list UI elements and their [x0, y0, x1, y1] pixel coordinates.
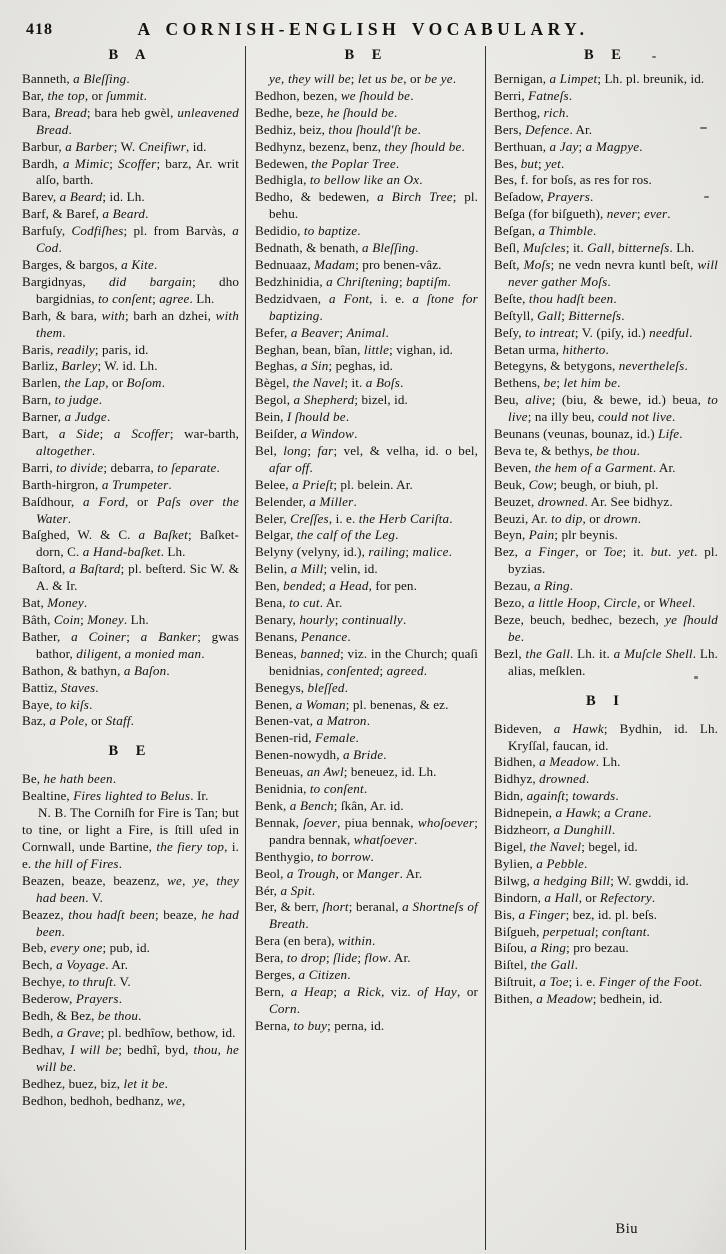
dictionary-entry: Benegys, bleſſed. [255, 679, 348, 695]
dictionary-entry: Baſtord, a Baſtard; pl. beſterd. Sic W. & A. & Ir. [22, 561, 240, 594]
dictionary-entry: Benen-nowydh, a Bride. [255, 747, 387, 763]
dictionary-entry: Belee, a Prieſt; pl. belein. Ar. [255, 476, 413, 492]
dictionary-entry: Bidhen, a Meadow. Lh. [494, 754, 621, 770]
dictionary-entry: Benans, Penance. [255, 628, 351, 644]
dictionary-entry: Bat, Money. [22, 595, 88, 611]
dictionary-entry: Bera (en bera), within. [255, 933, 376, 949]
dictionary-entry: Bedhon, bezen, we ſhould be. [255, 87, 414, 103]
dictionary-entry: Bednath, & benath, a Bleſſing. [255, 240, 419, 256]
dictionary-entry: Barges, & bargos, a Kite. [22, 256, 158, 272]
dictionary-entry: Bedhe, beze, he ſhould be. [255, 104, 398, 120]
dictionary-entry: Belyny (velyny, id.), railing; malice. [255, 544, 453, 560]
column-header: B E [584, 47, 628, 63]
dictionary-entry: Bathon, & bathyn, a Baſon. [22, 662, 170, 678]
dictionary-entry: Benary, hourly; continually. [255, 612, 407, 627]
dictionary-entry: Bein, I ſhould be. [255, 409, 350, 425]
dictionary-entry: Beol, a Trough, or Manger. Ar. [255, 865, 423, 881]
dictionary-entry: Beſl, Muſcles; it. Gall, bitterneſs. Lh. [494, 240, 695, 256]
dictionary-entry: Bidn, againſt; towards. [494, 788, 619, 804]
page-title: A CORNISH-ENGLISH VOCABULARY. [137, 19, 589, 39]
dictionary-entry: Berthog, rich. [494, 104, 569, 120]
dictionary-entry: Betan urma, hitherto. [494, 341, 609, 357]
dictionary-entry: Beneas, banned; viz. in the Church; quaſi benidnias, conſented; agreed. [255, 645, 478, 678]
dictionary-entry: Bidhyz, drowned. [494, 771, 590, 787]
dictionary-entry: Baz, a Pole, or Staff. [22, 713, 135, 729]
dictionary-entry: Bart, a Side; a Scoffer; war-barth, altogether. [22, 426, 239, 458]
dictionary-entry: Beſtyll, Gall; Bitterneſs. [494, 307, 625, 323]
dictionary-entry: Belgar, the calf of the Leg. [255, 527, 399, 543]
dictionary-entry: Beb, every one; pub, id. [22, 940, 151, 956]
section-header: B E [108, 743, 153, 760]
dictionary-entry: Bern, a Heap; a Rick, viz. of Hay, or Corn. [255, 983, 478, 1016]
dictionary-entry: Ber, & berr, ſhort; beranal, a Shortneſs of Breath. [255, 899, 478, 932]
dictionary-entry: Biſgueh, perpetual; conſtant. [494, 923, 650, 939]
dictionary-entry: Beiſder, a Window. [255, 426, 358, 442]
dictionary-entry: Bedho, & bedewen, a Birch Tree; pl. behu. [255, 189, 478, 222]
dictionary-entry: Bègel, the Navel; it. a Boſs. [255, 375, 404, 391]
dictionary-entry: Barf, & Baref, a Beard. [22, 206, 149, 222]
dictionary-entry: Beler, Creſſes, i. e. the Herb Cariſta. [255, 510, 453, 526]
column-1 [8, 46, 245, 1250]
dictionary-entry: Beſy, to intreat; V. (piſy, id.) needful. [494, 324, 693, 340]
dictionary-entry: Barh, & bara, with; barh an dzhei, with them. [22, 307, 240, 340]
dictionary-entry: Bes, but; yet. [494, 155, 565, 171]
dictionary-entry: Beſt, Moſs; ne vedn nevra kuntl beſt, will never gather Moſs. [494, 256, 718, 289]
dictionary-entry: Banneth, a Bleſſing. [22, 71, 130, 86]
dictionary-entry: Bera, to drop; ſlide; flow. Ar. [255, 950, 411, 966]
dictionary-entry: Bechye, to thruſt. V. [22, 974, 131, 990]
scan-speck [694, 676, 698, 679]
scan-speck [704, 196, 709, 198]
dictionary-entry: Barev, a Beard; id. Lh. [22, 189, 145, 205]
dictionary-entry: Barth-hirgron, a Trumpeter. [22, 476, 172, 492]
dictionary-entry: Beu, alive; (biu, & bewe, id.) beua, to live; na illy beu, could not live. [494, 392, 719, 425]
dictionary-entry: Bethens, be; let him be. [494, 375, 621, 391]
dictionary-entry: Barliz, Barley; W. id. Lh. [22, 358, 158, 374]
dictionary-entry: Beuzi, Ar. to dip, or drown. [494, 510, 642, 526]
dictionary-entry: Beuzet, drowned. Ar. See bidhyz. [494, 493, 673, 509]
dictionary-entry: Beze, beuch, bedhec, bezech, ye ſhould be. [494, 612, 719, 644]
dictionary-entry: Benen-rid, Female. [255, 730, 359, 746]
dictionary-entry: Bather, a Coiner; a Banker; gwas bathor, diligent, a monied man. [22, 628, 239, 661]
dictionary-entry: Bezo, a little Hoop, Circle, or Wheel. [494, 595, 696, 611]
dictionary-entry: Bech, a Voyage. Ar. [22, 957, 128, 973]
scan-speck [652, 56, 656, 58]
dictionary-entry: Barner, a Judge. [22, 409, 111, 425]
dictionary-entry: Bednuaaz, Madam; pro benen-vâz. [255, 256, 442, 272]
dictionary-entry: Bér, a Spit. [255, 882, 316, 898]
dictionary-entry: Baris, readily; paris, id. [22, 341, 149, 357]
dictionary-entry: Berthuan, a Jay; a Magpye. [494, 138, 643, 154]
dictionary-entry: Bithen, a Meadow; bedhein, id. [494, 991, 663, 1007]
dictionary-entry: Bes, f. for boſs, as res for ros. [494, 172, 652, 188]
dictionary-entry: Bigel, the Navel; begel, id. [494, 838, 638, 854]
dictionary-entry: Betegyns, & betygons, nevertheleſs. [494, 358, 688, 374]
column-body [255, 71, 478, 1250]
dictionary-entry: Benk, a Bench; ſkân, Ar. id. [255, 797, 404, 813]
dictionary-entry: Beyn, Pain; plr beynis. [494, 527, 618, 543]
column-header: B A [108, 47, 153, 63]
column-2 [245, 46, 486, 1250]
scan-speck [700, 127, 707, 129]
dictionary-entry: Barbur, a Barber; W. Cneifiwr, id. [22, 138, 207, 154]
dictionary-entry: Berges, a Citizen. [255, 967, 351, 983]
dictionary-entry: Bindorn, a Hall, or Refectory. [494, 889, 656, 905]
dictionary-entry: Bâth, Coin; Money. Lh. [22, 612, 149, 627]
dictionary-entry: Baſghed, W. & C. a Baſket; Baſket-dorn, C. a Hand-baſket. Lh. [22, 527, 239, 560]
dictionary-entry: Bedzhinidia, a Chriſtening; baptiſm. [255, 273, 451, 289]
dictionary-entry: Bennak, ſoever, piua bennak, whoſoever; pandra bennak, whatſoever. [255, 814, 478, 847]
dictionary-entry: Baye, to kiſs. [22, 696, 93, 712]
page-number: 418 [26, 21, 53, 38]
dictionary-entry: Bezl, the Gall. Lh. it. a Muſcle Shell. Lh. alias, meſklen. [494, 645, 718, 678]
column-header: B E [344, 47, 389, 63]
dictionary-entry: Bis, a Finger; bez, id. pl. beſs. [494, 906, 658, 922]
dictionary-entry: Barfuſy, Codfiſhes; pl. from Barvàs, a Cod. [22, 223, 239, 256]
dictionary-entry: Benthygio, to borrow. [255, 848, 374, 864]
dictionary-entry: Bedhez, buez, biz, let it be. [22, 1075, 168, 1091]
dictionary-entry: Biſou, a Ring; pro bezau. [494, 940, 629, 956]
dictionary-entry: Beazen, beaze, beazenz, we, ye, they had been. V. [22, 872, 239, 905]
dictionary-entry: Bar, the top, or ſummit. [22, 87, 148, 103]
dictionary-entry: Bezau, a Ring. [494, 578, 574, 594]
dictionary-entry: Biſtruit, a Toe; i. e. Finger of the Foot. [494, 974, 703, 990]
dictionary-entry: Bealtine, Fires lighted to Belus. Ir. [22, 788, 209, 804]
dictionary-entry: Benidnia, to conſent. [255, 781, 368, 797]
dictionary-entry: Bernigan, a Limpet; Lh. pl. breunik, id. [494, 71, 705, 86]
section-header: B I [586, 692, 626, 709]
dictionary-entry: Bargidnyas, did bargain; dho bargidnias, to conſent; agree. Lh. [22, 273, 239, 306]
dictionary-entry: Bedh, a Grave; pl. bedhîow, bethow, id. [22, 1024, 236, 1040]
dictionary-entry: Bara, Bread; bara heb gwèl, unleavened Bread. [22, 104, 239, 137]
continuation-entry: ye, they will be; let us be, or be ye. [269, 71, 457, 86]
dictionary-entry: Belin, a Mill; velin, id. [255, 561, 378, 577]
dictionary-entry: Bedhynz, bezenz, benz, they ſhould be. [255, 138, 465, 154]
dictionary-entry: Bedzidvaen, a Font, i. e. a ſtone for baptizing. [255, 290, 478, 323]
dictionary-entry: Bez, a Finger, or Toe; it. but. yet. pl. byzias. [494, 544, 719, 577]
dictionary-entry: Bedhigla, to bellow like an Ox. [255, 172, 423, 188]
dictionary-entry: Beva te, & bethys, be thou. [494, 442, 640, 458]
dictionary-entry: Benen, a Woman; pl. benenas, & ez. [255, 696, 449, 712]
dictionary-entry: Bidnepein, a Hawk; a Crane. [494, 805, 652, 821]
running-head [0, 12, 726, 46]
dictionary-entry: Bardh, a Mimic; Scoffer; barz, Ar. writ alſo, barth. [22, 155, 239, 188]
dictionary-entry: Befer, a Beaver; Animal. [255, 324, 389, 340]
dictionary-entry: Ben, bended; a Head, for pen. [255, 578, 417, 594]
dictionary-entry: Beven, the hem of a Garment. Ar. [494, 459, 676, 475]
dictionary-entry: Bena, to cut. Ar. [255, 595, 343, 611]
dictionary-entry: Bers, Defence. Ar. [494, 121, 593, 137]
dictionary-entry: Bylien, a Pebble. [494, 855, 588, 871]
dictionary-entry: Beazez, thou hadſt been; beaze, he had been. [22, 906, 239, 939]
dictionary-entry: Bedhiz, beiz, thou ſhould'ſt be. [255, 121, 421, 137]
column-body [22, 71, 239, 1250]
dictionary-entry: Benen-vat, a Matron. [255, 713, 371, 729]
dictionary-entry: Beuk, Cow; beugh, or biuh, pl. [494, 476, 659, 492]
dictionary-entry: Bedhon, bedhoh, bedhanz, we, [22, 1092, 186, 1108]
dictionary-entry: Beſadow, Prayers. [494, 189, 594, 205]
dictionary-entry: Berna, to buy; perna, id. [255, 1017, 385, 1033]
dictionary-entry: Belender, a Miller. [255, 493, 357, 509]
dictionary-entry: Be, he hath been. [22, 771, 117, 787]
columns-wrap [8, 46, 722, 1250]
dictionary-entry: Bederow, Prayers. [22, 991, 123, 1007]
dictionary-entry: Barri, to divide; debarra, to ſeparate. [22, 459, 220, 475]
note-paragraph: N. B. The Corniſh for Fire is Tan; but to tine, or light a Fire, is ſtill uſed in Cornwall, unde Bartine, the fiery top, i. e. the hill of Fires. [22, 805, 239, 871]
dictionary-entry: Barlen, the Lap, or Boſom. [22, 375, 166, 391]
dictionary-entry: Bel, long; far; vel, & velha, id. o bel, afar off. [255, 442, 478, 475]
dictionary-entry: Beſga (for biſgueth), never; ever. [494, 206, 671, 222]
dictionary-entry: Beghan, bean, bîan, little; vighan, id. [255, 341, 453, 357]
column-3 [486, 46, 720, 1250]
dictionary-entry: Beſte, thou hadſt been. [494, 290, 617, 306]
dictionary-entry: Biſtel, the Gall. [494, 957, 578, 973]
dictionary-entry: Bidzheorr, a Dunghill. [494, 822, 616, 838]
dictionary-entry: Bedewen, the Poplar Tree. [255, 155, 400, 171]
dictionary-entry: Beghas, a Sin; peghas, id. [255, 358, 394, 374]
dictionary-entry: Bedhav, I will be; bedhî, byd, thou, he will be. [22, 1041, 239, 1074]
dictionary-entry: Berri, Fatneſs. [494, 87, 573, 103]
dictionary-entry: Beunans (veunas, bounaz, id.) Life. [494, 426, 683, 442]
catchword: Biu [615, 1221, 638, 1237]
dictionary-entry: Bedidio, to baptize. [255, 223, 361, 239]
dictionary-entry: Begol, a Shepherd; bizel, id. [255, 392, 408, 408]
dictionary-entry: Baſdhour, a Ford, or Paſs over the Water. [22, 493, 240, 526]
dictionary-entry: Beneuas, an Awl; beneuez, id. Lh. [255, 764, 437, 780]
dictionary-entry: Battiz, Staves. [22, 679, 99, 695]
dictionary-entry: Beſgan, a Thimble. [494, 223, 597, 239]
column-body [494, 71, 718, 1250]
dictionary-entry: Barn, to judge. [22, 392, 103, 408]
dictionary-entry: Bilwg, a hedging Bill; W. gwddi, id. [494, 872, 689, 888]
dictionary-entry: Bedh, & Bez, be thou. [22, 1008, 142, 1024]
dictionary-entry: Bideven, a Hawk; Bydhin, id. Lh. Kryſſal, faucan, id. [494, 720, 718, 753]
